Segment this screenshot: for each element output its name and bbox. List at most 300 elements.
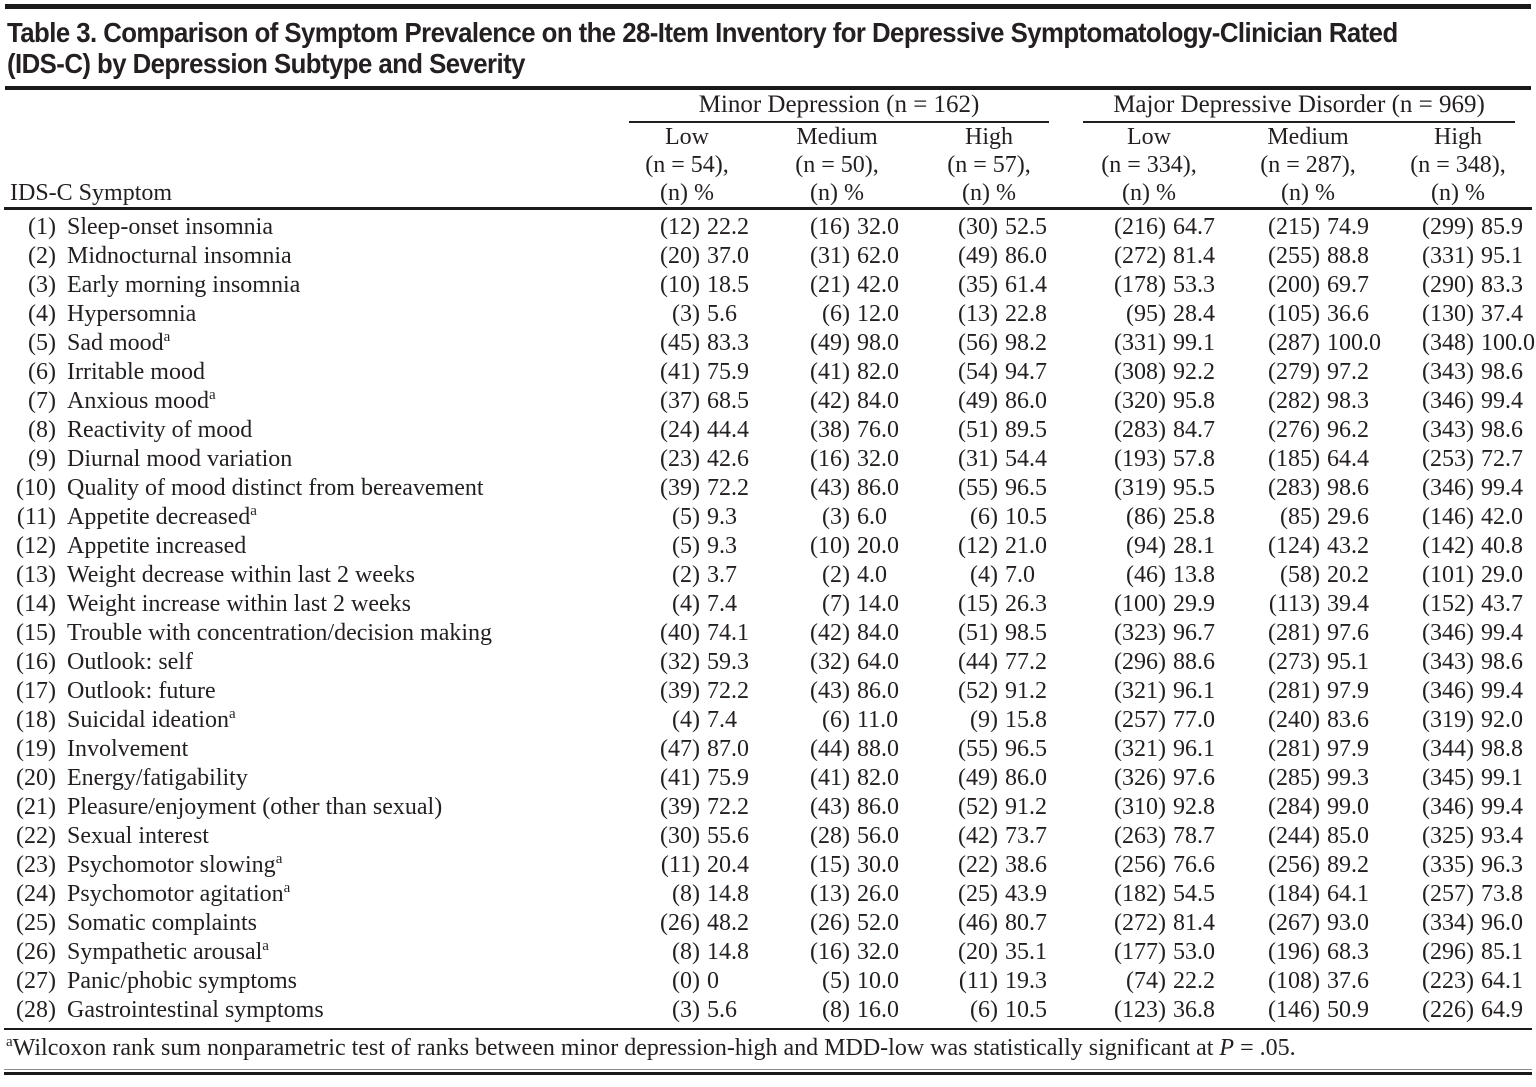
symptom-cell bbox=[4, 474, 612, 503]
row-number: (12) bbox=[16, 533, 56, 559]
cell-count: (3) bbox=[672, 301, 700, 327]
data-cell bbox=[762, 532, 912, 561]
data-cell bbox=[1232, 764, 1384, 793]
cell-count: (49) bbox=[958, 243, 998, 269]
cell-percent: 100.0 bbox=[1327, 330, 1382, 356]
cell-percent: 29.6 bbox=[1327, 504, 1370, 530]
data-cell bbox=[612, 503, 762, 532]
cell-count: (42) bbox=[958, 823, 998, 849]
cell-count: (6) bbox=[970, 504, 998, 530]
row-number: (27) bbox=[16, 968, 56, 994]
cell-count: (345) bbox=[1422, 765, 1475, 791]
cell-percent: 98.8 bbox=[1481, 736, 1524, 762]
cell-count: (101) bbox=[1422, 562, 1475, 588]
cell-percent: 98.2 bbox=[1005, 330, 1047, 356]
cell-percent: 36.6 bbox=[1327, 301, 1370, 327]
cell-count: (49) bbox=[958, 388, 998, 414]
table-row bbox=[4, 822, 1532, 851]
symptom-cell bbox=[4, 590, 612, 619]
data-cell bbox=[612, 880, 762, 909]
symptom-cell bbox=[4, 706, 612, 735]
cell-percent: 98.6 bbox=[1481, 359, 1524, 385]
data-cell bbox=[612, 648, 762, 677]
data-cell bbox=[612, 445, 762, 474]
row-number: (28) bbox=[16, 997, 56, 1023]
data-cell bbox=[912, 300, 1066, 329]
cell-count: (283) bbox=[1114, 417, 1167, 443]
row-number: (6) bbox=[28, 359, 56, 385]
cell-percent: 99.1 bbox=[1481, 765, 1524, 791]
cell-count: (282) bbox=[1268, 388, 1321, 414]
data-cell bbox=[1066, 967, 1232, 996]
data-cell bbox=[762, 242, 912, 271]
cell-count: (54) bbox=[958, 359, 998, 385]
cell-percent: 28.1 bbox=[1173, 533, 1216, 559]
table-row bbox=[4, 793, 1532, 822]
cell-count: (52) bbox=[958, 678, 998, 704]
row-number: (2) bbox=[28, 243, 56, 269]
cell-count: (30) bbox=[660, 823, 700, 849]
footnote-marker: a bbox=[163, 329, 171, 345]
cell-count: (58) bbox=[1280, 562, 1321, 588]
cell-percent: 16.0 bbox=[857, 997, 899, 1023]
data-cell bbox=[912, 474, 1066, 503]
row-number: (16) bbox=[16, 649, 56, 675]
cell-percent: 7.0 bbox=[1005, 562, 1035, 588]
table-row bbox=[4, 648, 1532, 677]
cell-count: (326) bbox=[1114, 765, 1167, 791]
cell-percent: 29.0 bbox=[1481, 562, 1524, 588]
data-cell bbox=[1384, 209, 1532, 243]
cell-count: (178) bbox=[1114, 272, 1167, 298]
cell-percent: 97.9 bbox=[1327, 678, 1370, 704]
row-number: (18) bbox=[16, 707, 56, 733]
data-cell bbox=[1384, 329, 1536, 358]
data-cell bbox=[1066, 880, 1232, 909]
cell-count: (146) bbox=[1268, 997, 1321, 1023]
symptom-cell bbox=[4, 909, 612, 938]
symptom-cell bbox=[4, 209, 612, 243]
row-number: (21) bbox=[16, 794, 56, 820]
cell-percent: 32.0 bbox=[857, 939, 899, 965]
cell-count: (43) bbox=[810, 794, 850, 820]
cell-count: (41) bbox=[660, 765, 700, 791]
symptom-cell bbox=[4, 996, 612, 1025]
cell-count: (15) bbox=[810, 852, 850, 878]
table-row bbox=[4, 242, 1532, 271]
data-cell bbox=[762, 503, 912, 532]
row-number: (15) bbox=[16, 620, 56, 646]
cell-percent: 99.4 bbox=[1481, 620, 1524, 646]
cell-percent: 84.7 bbox=[1173, 417, 1216, 443]
row-number: (11) bbox=[16, 504, 56, 530]
cell-percent: 55.6 bbox=[707, 823, 749, 849]
cell-count: (95) bbox=[1126, 301, 1167, 327]
cell-count: (279) bbox=[1268, 359, 1321, 385]
symptom-cell bbox=[4, 300, 612, 329]
data-cell bbox=[1232, 851, 1384, 880]
cell-count: (263) bbox=[1114, 823, 1167, 849]
cell-count: (285) bbox=[1268, 765, 1321, 791]
symptom-name: Early morning insomnia bbox=[67, 272, 301, 298]
table-footnote bbox=[0, 1030, 1536, 1067]
symptom-cell bbox=[4, 851, 612, 880]
cell-percent: 86.0 bbox=[1005, 243, 1047, 269]
symptom-name: Panic/phobic symptoms bbox=[67, 968, 297, 994]
data-cell bbox=[612, 851, 762, 880]
cell-percent: 85.0 bbox=[1327, 823, 1370, 849]
data-cell bbox=[762, 271, 912, 300]
cell-percent: 18.5 bbox=[707, 272, 749, 298]
cell-count: (196) bbox=[1268, 939, 1321, 965]
cell-count: (152) bbox=[1422, 591, 1475, 617]
cell-percent: 5.6 bbox=[707, 301, 737, 327]
data-cell bbox=[1232, 967, 1384, 996]
symptom-cell bbox=[4, 677, 612, 706]
data-cell bbox=[1066, 503, 1232, 532]
cell-percent: 96.7 bbox=[1173, 620, 1216, 646]
cell-percent: 32.0 bbox=[857, 214, 899, 240]
cell-count: (325) bbox=[1422, 823, 1475, 849]
cell-percent: 64.7 bbox=[1173, 214, 1216, 240]
cell-percent: 53.3 bbox=[1173, 272, 1216, 298]
table-row bbox=[4, 271, 1532, 300]
cell-percent: 72.2 bbox=[707, 475, 749, 501]
cell-count: (13) bbox=[810, 881, 850, 907]
cell-percent: 54.4 bbox=[1005, 446, 1047, 472]
symptom-name: Gastrointestinal symptoms bbox=[67, 997, 324, 1023]
cell-count: (55) bbox=[958, 736, 998, 762]
table-row bbox=[4, 358, 1532, 387]
cell-count: (44) bbox=[810, 736, 850, 762]
cell-percent: 88.6 bbox=[1173, 649, 1216, 675]
cell-count: (56) bbox=[958, 330, 998, 356]
data-cell bbox=[1232, 996, 1384, 1025]
symptom-name: Sympathetic arousal bbox=[67, 939, 263, 965]
data-cell bbox=[1384, 271, 1532, 300]
group-header-row bbox=[4, 90, 1532, 123]
cell-percent: 74.9 bbox=[1327, 214, 1370, 240]
data-cell bbox=[762, 706, 912, 735]
data-cell bbox=[1066, 822, 1232, 851]
data-cell bbox=[912, 735, 1066, 764]
cell-percent: 0 bbox=[707, 968, 719, 994]
column-header-major-low: Low (n = 334), (n) % bbox=[1066, 123, 1232, 209]
data-cell bbox=[1384, 677, 1532, 706]
cell-count: (320) bbox=[1114, 388, 1167, 414]
cell-count: (3) bbox=[672, 997, 700, 1023]
data-cell bbox=[1384, 358, 1532, 387]
cell-percent: 85.9 bbox=[1481, 214, 1524, 240]
cell-percent: 64.1 bbox=[1481, 968, 1524, 994]
data-cell bbox=[1384, 648, 1532, 677]
cell-percent: 72.2 bbox=[707, 678, 749, 704]
cell-count: (296) bbox=[1114, 649, 1167, 675]
cell-percent: 14.8 bbox=[707, 881, 749, 907]
row-number: (20) bbox=[16, 765, 56, 791]
symptom-cell bbox=[4, 271, 612, 300]
data-cell bbox=[612, 209, 762, 243]
symptom-name: Appetite increased bbox=[67, 533, 247, 559]
data-cell bbox=[912, 416, 1066, 445]
cell-percent: 97.9 bbox=[1327, 736, 1370, 762]
data-cell bbox=[762, 648, 912, 677]
cell-percent: 99.0 bbox=[1327, 794, 1370, 820]
cell-count: (267) bbox=[1268, 910, 1321, 936]
cell-count: (346) bbox=[1422, 620, 1475, 646]
symptom-name: Weight decrease within last 2 weeks bbox=[67, 562, 415, 588]
row-number: (17) bbox=[16, 678, 56, 704]
cell-percent: 64.4 bbox=[1327, 446, 1370, 472]
cell-count: (255) bbox=[1268, 243, 1321, 269]
cell-count: (283) bbox=[1268, 475, 1321, 501]
data-cell bbox=[762, 880, 912, 909]
cell-count: (8) bbox=[822, 997, 850, 1023]
data-cell bbox=[912, 445, 1066, 474]
footnote-marker: a bbox=[228, 706, 236, 722]
footnote-suffix: = .05. bbox=[1234, 1035, 1296, 1061]
group-header-minor-cell bbox=[612, 90, 1066, 123]
cell-count: (281) bbox=[1268, 736, 1321, 762]
cell-count: (272) bbox=[1114, 243, 1167, 269]
column-header-minor-medium: Medium (n = 50), (n) % bbox=[762, 123, 912, 209]
data-cell bbox=[1066, 590, 1232, 619]
cell-count: (321) bbox=[1114, 736, 1167, 762]
data-cell bbox=[1232, 619, 1384, 648]
cell-count: (32) bbox=[660, 649, 700, 675]
data-cell bbox=[762, 329, 912, 358]
cell-count: (240) bbox=[1268, 707, 1321, 733]
cell-count: (28) bbox=[810, 823, 850, 849]
table-row bbox=[4, 474, 1532, 503]
cell-count: (2) bbox=[672, 562, 700, 588]
data-cell bbox=[762, 909, 912, 938]
row-number: (3) bbox=[28, 272, 56, 298]
symptom-name: Psychomotor slowing bbox=[67, 852, 276, 878]
cell-percent: 99.4 bbox=[1481, 388, 1524, 414]
cell-percent: 98.5 bbox=[1005, 620, 1047, 646]
cell-percent: 97.6 bbox=[1173, 765, 1216, 791]
cell-count: (215) bbox=[1268, 214, 1321, 240]
data-cell bbox=[612, 909, 762, 938]
cell-count: (4) bbox=[672, 707, 700, 733]
data-cell bbox=[912, 677, 1066, 706]
data-cell bbox=[762, 938, 912, 967]
cell-percent: 36.8 bbox=[1173, 997, 1216, 1023]
row-number: (7) bbox=[28, 388, 56, 414]
data-cell bbox=[1384, 416, 1532, 445]
symptom-name: Hypersomnia bbox=[67, 301, 197, 327]
cell-percent: 95.1 bbox=[1327, 649, 1370, 675]
cell-count: (43) bbox=[810, 678, 850, 704]
cell-percent: 15.8 bbox=[1005, 707, 1047, 733]
cell-percent: 76.0 bbox=[857, 417, 899, 443]
symptom-name: Sad mood bbox=[67, 330, 164, 356]
cell-percent: 50.9 bbox=[1327, 997, 1370, 1023]
cell-count: (16) bbox=[810, 214, 850, 240]
data-cell bbox=[612, 706, 762, 735]
data-cell bbox=[1384, 996, 1532, 1025]
symptom-name: Diurnal mood variation bbox=[67, 446, 293, 472]
cell-percent: 80.7 bbox=[1005, 910, 1047, 936]
symptom-cell bbox=[4, 416, 612, 445]
data-cell bbox=[1066, 387, 1232, 416]
cell-count: (146) bbox=[1422, 504, 1475, 530]
table-row bbox=[4, 851, 1532, 880]
cell-percent: 92.0 bbox=[1481, 707, 1524, 733]
cell-percent: 10.0 bbox=[857, 968, 899, 994]
bottom-rule-light bbox=[4, 1069, 1532, 1070]
cell-percent: 37.0 bbox=[707, 243, 749, 269]
data-cell bbox=[1232, 271, 1384, 300]
data-cell bbox=[762, 561, 912, 590]
symptom-name: Sexual interest bbox=[67, 823, 209, 849]
footnote-marker: a bbox=[283, 880, 291, 896]
data-cell bbox=[762, 474, 912, 503]
symptom-cell bbox=[4, 358, 612, 387]
cell-count: (216) bbox=[1114, 214, 1167, 240]
cell-percent: 62.0 bbox=[857, 243, 899, 269]
table-row bbox=[4, 532, 1532, 561]
cell-count: (41) bbox=[810, 359, 850, 385]
data-cell bbox=[912, 793, 1066, 822]
cell-percent: 42.6 bbox=[707, 446, 749, 472]
data-cell bbox=[912, 503, 1066, 532]
symptom-cell bbox=[4, 793, 612, 822]
data-cell bbox=[1232, 242, 1384, 271]
table-row bbox=[4, 996, 1532, 1025]
cell-count: (253) bbox=[1422, 446, 1475, 472]
cell-percent: 92.8 bbox=[1173, 794, 1216, 820]
cell-count: (321) bbox=[1114, 678, 1167, 704]
data-cell bbox=[612, 532, 762, 561]
data-cell bbox=[912, 242, 1066, 271]
symptom-cell bbox=[4, 764, 612, 793]
data-cell bbox=[1232, 822, 1384, 851]
cell-count: (4) bbox=[672, 591, 700, 617]
symptom-cell bbox=[4, 532, 612, 561]
cell-percent: 84.0 bbox=[857, 388, 899, 414]
data-cell bbox=[762, 416, 912, 445]
cell-count: (39) bbox=[660, 678, 700, 704]
data-cell bbox=[1384, 967, 1532, 996]
cell-count: (16) bbox=[810, 939, 850, 965]
cell-percent: 73.8 bbox=[1481, 881, 1524, 907]
cell-count: (39) bbox=[660, 794, 700, 820]
symptom-name: Somatic complaints bbox=[67, 910, 257, 936]
cell-percent: 99.3 bbox=[1327, 765, 1370, 791]
cell-count: (346) bbox=[1422, 794, 1475, 820]
cell-percent: 22.2 bbox=[1173, 968, 1216, 994]
symptom-cell bbox=[4, 329, 612, 358]
data-cell bbox=[1232, 209, 1384, 243]
data-cell bbox=[762, 387, 912, 416]
data-cell bbox=[1384, 387, 1532, 416]
cell-count: (47) bbox=[660, 736, 700, 762]
data-cell bbox=[612, 793, 762, 822]
data-cell bbox=[1232, 648, 1384, 677]
cell-percent: 96.2 bbox=[1327, 417, 1370, 443]
symptom-cell bbox=[4, 967, 612, 996]
row-number: (1) bbox=[28, 214, 56, 240]
data-cell bbox=[1384, 880, 1532, 909]
cell-count: (310) bbox=[1114, 794, 1167, 820]
symptom-name: Reactivity of mood bbox=[67, 417, 253, 443]
data-cell bbox=[612, 300, 762, 329]
cell-percent: 88.0 bbox=[857, 736, 899, 762]
cell-count: (177) bbox=[1114, 939, 1167, 965]
cell-percent: 72.2 bbox=[707, 794, 749, 820]
table-row bbox=[4, 909, 1532, 938]
table-row bbox=[4, 416, 1532, 445]
cell-percent: 64.0 bbox=[857, 649, 899, 675]
symptom-cell bbox=[4, 648, 612, 677]
data-cell bbox=[612, 764, 762, 793]
table-title bbox=[7, 17, 1531, 79]
data-cell bbox=[1232, 532, 1384, 561]
row-number: (4) bbox=[28, 301, 56, 327]
cell-count: (12) bbox=[660, 214, 700, 240]
cell-percent: 21.0 bbox=[1005, 533, 1047, 559]
cell-count: (26) bbox=[660, 910, 700, 936]
cell-percent: 96.5 bbox=[1005, 736, 1047, 762]
cell-count: (346) bbox=[1422, 388, 1475, 414]
cell-percent: 99.1 bbox=[1173, 330, 1216, 356]
cell-count: (21) bbox=[810, 272, 850, 298]
cell-count: (5) bbox=[822, 968, 850, 994]
data-cell bbox=[1384, 300, 1532, 329]
data-cell bbox=[612, 242, 762, 271]
data-cell bbox=[912, 851, 1066, 880]
cell-count: (2) bbox=[822, 562, 850, 588]
cell-percent: 83.3 bbox=[1481, 272, 1524, 298]
cell-percent: 78.7 bbox=[1173, 823, 1216, 849]
data-cell bbox=[762, 996, 912, 1025]
cell-count: (323) bbox=[1114, 620, 1167, 646]
cell-count: (343) bbox=[1422, 417, 1475, 443]
cell-count: (299) bbox=[1422, 214, 1475, 240]
cell-percent: 89.2 bbox=[1327, 852, 1370, 878]
cell-percent: 95.8 bbox=[1173, 388, 1216, 414]
cell-count: (346) bbox=[1422, 475, 1475, 501]
data-cell bbox=[1232, 329, 1384, 358]
cell-count: (10) bbox=[810, 533, 850, 559]
cell-count: (113) bbox=[1268, 591, 1321, 617]
cell-percent: 98.6 bbox=[1481, 417, 1524, 443]
data-cell bbox=[912, 909, 1066, 938]
cell-percent: 75.9 bbox=[707, 359, 749, 385]
cell-count: (105) bbox=[1268, 301, 1321, 327]
row-number: (23) bbox=[16, 852, 56, 878]
cell-percent: 35.1 bbox=[1005, 939, 1047, 965]
symptom-name: Appetite decreased bbox=[67, 504, 251, 530]
data-cell bbox=[1384, 938, 1532, 967]
cell-count: (46) bbox=[958, 910, 998, 936]
cell-count: (273) bbox=[1268, 649, 1321, 675]
data-cell bbox=[1384, 764, 1532, 793]
cell-percent: 97.6 bbox=[1327, 620, 1370, 646]
data-cell bbox=[762, 822, 912, 851]
table-title-line1: Table 3. Comparison of Symptom Prevalence on the 28-Item Inventory for Depressive Symptomatology-Clinician Rated bbox=[7, 17, 1398, 48]
symptom-name: Involvement bbox=[67, 736, 189, 762]
data-cell bbox=[912, 967, 1066, 996]
cell-count: (0) bbox=[672, 968, 700, 994]
cell-percent: 86.0 bbox=[1005, 765, 1047, 791]
cell-percent: 95.1 bbox=[1481, 243, 1524, 269]
cell-percent: 22.2 bbox=[707, 214, 749, 240]
data-cell bbox=[1232, 358, 1384, 387]
cell-percent: 82.0 bbox=[857, 765, 899, 791]
